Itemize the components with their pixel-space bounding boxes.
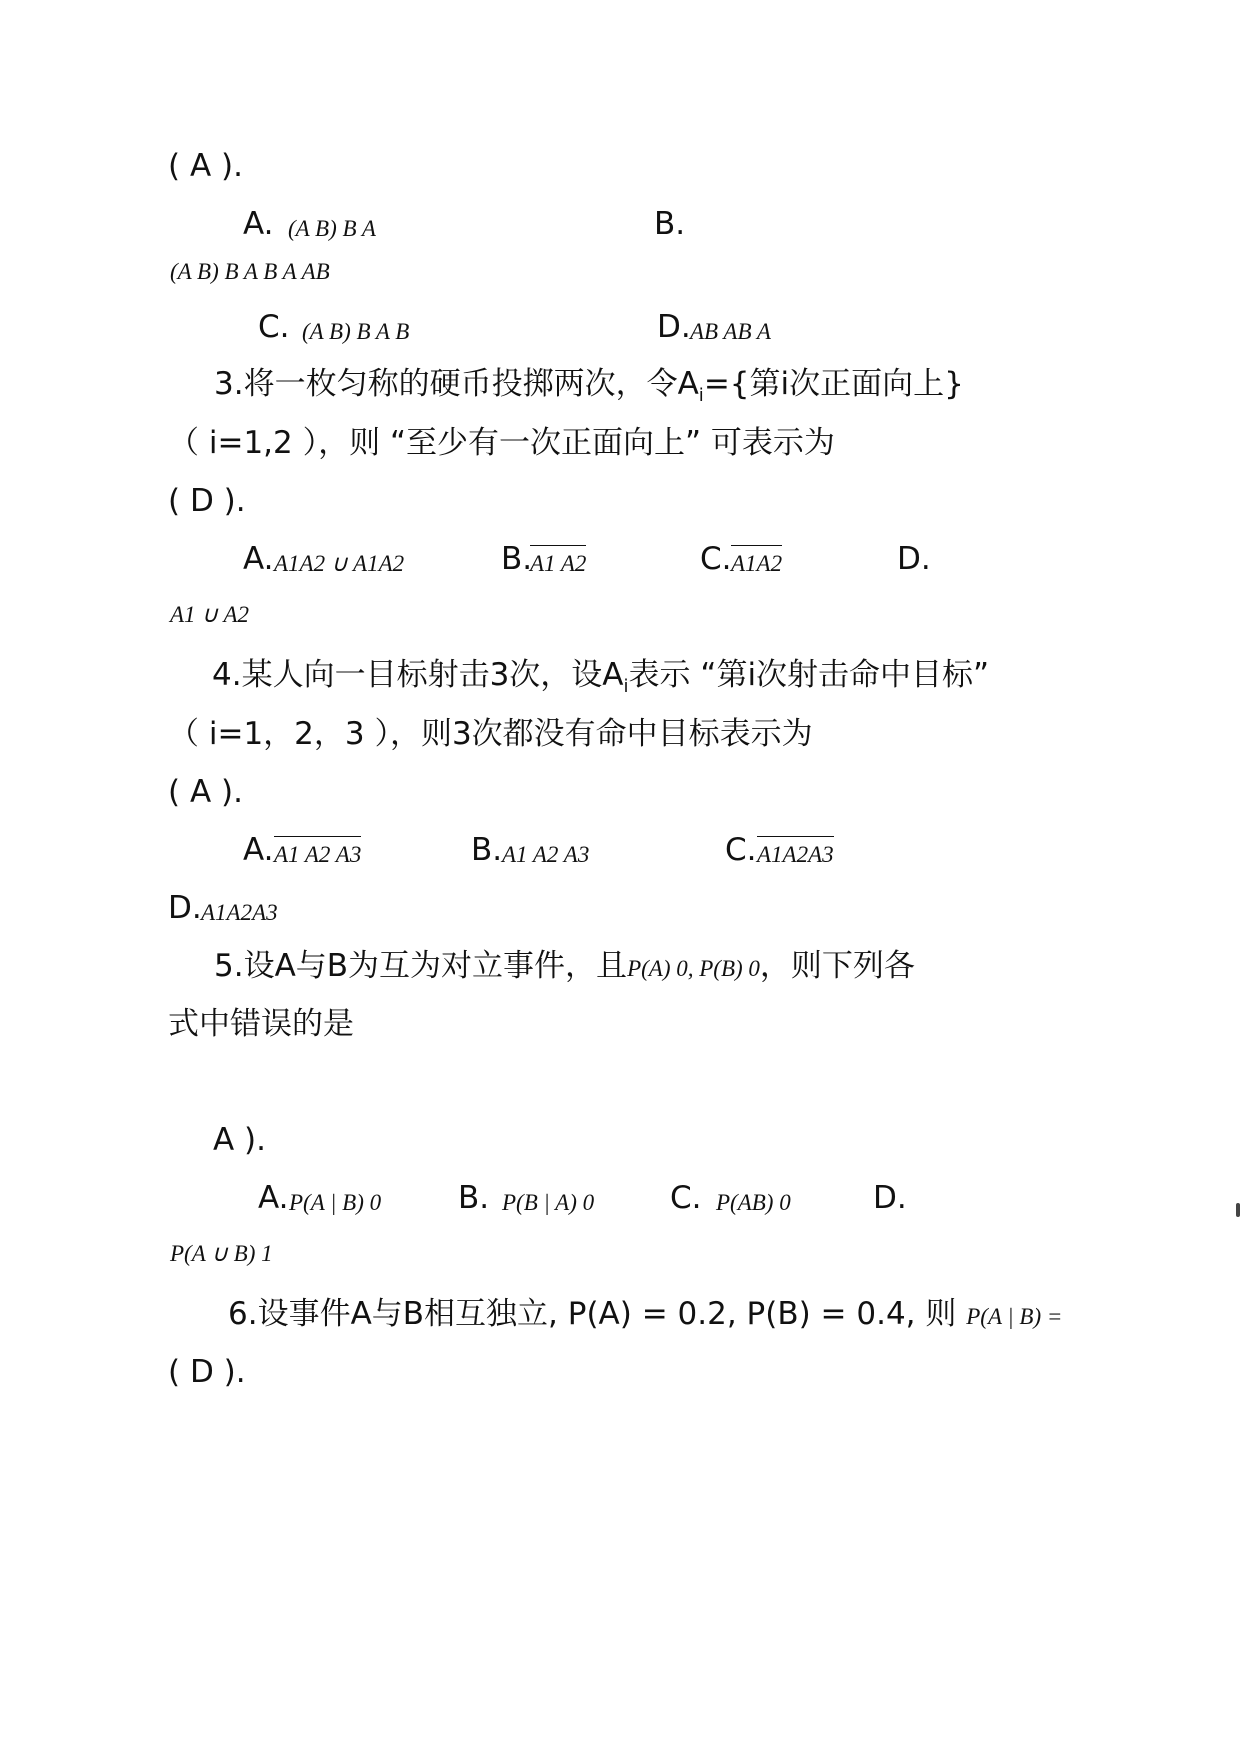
q2-option-d-formula: AB AB A: [690, 319, 771, 344]
q2-answer: ( A ).: [168, 148, 243, 184]
q3-option-d-label: D.: [897, 541, 931, 577]
q2-option-c-label: C.: [258, 309, 290, 345]
page-edge-mark: [1236, 1203, 1240, 1217]
q5-answer: A ).: [213, 1122, 267, 1158]
q3-option-a-label: A.: [243, 541, 274, 577]
q2-option-a-formula: (A B) B A: [288, 216, 376, 241]
q4-stem-line2: （ i=1，2，3 ），则3次都没有命中目标表示为: [168, 716, 813, 752]
q5-option-b-formula: P(B | A) 0: [502, 1190, 595, 1215]
q4-answer: ( A ).: [168, 774, 243, 810]
q4-subscript: i: [623, 676, 629, 698]
q4-option-b-formula: A1 A2 A3: [502, 842, 590, 867]
q5-condition-formula: P(A) 0, P(B) 0: [627, 956, 760, 981]
q5-stem-line1: 5.设A与B为互为对立事件，且P(A) 0, P(B) 0，则下列各: [214, 948, 915, 984]
q4-option-a-label: A.: [243, 832, 274, 868]
q3-option-b-formula: A1 A2: [530, 552, 586, 575]
q3-option-b-label: B.: [501, 541, 533, 577]
q2-option-b-formula: (A B) B A B A AB: [170, 259, 330, 284]
q3-option-d-formula: A1 ∪ A2: [170, 602, 250, 627]
q3-stem-line2: （ i=1,2 ），则 “至少有一次正面向上” 可表示为: [168, 425, 835, 461]
q6-answer: ( D ).: [168, 1354, 246, 1390]
q3-option-c-label: C.: [700, 541, 732, 577]
q3-subscript: i: [698, 385, 704, 407]
q5-option-d-label: D.: [873, 1180, 907, 1216]
q6-stem-line1: 6.设事件A与B相互独立, P(A) = 0.2, P(B) = 0.4, 则 P(A | B) =: [228, 1296, 1063, 1332]
q4-option-d-formula: A1A2A3: [201, 900, 278, 925]
q4-option-c-label: C.: [725, 832, 757, 868]
q2-option-b-label: B.: [654, 206, 686, 242]
q5-option-a-formula: P(A | B) 0: [289, 1190, 382, 1215]
q5-option-a-label: A.: [258, 1180, 289, 1216]
q2-option-a-label: A.: [243, 206, 274, 242]
q6-target-formula: P(A | B) =: [966, 1304, 1063, 1329]
q3-answer: ( D ).: [168, 483, 246, 519]
q4-option-a-formula: A1 A2 A3: [274, 843, 361, 866]
q5-option-d-formula: P(A ∪ B) 1: [170, 1241, 273, 1266]
q5-option-b-label: B.: [458, 1180, 490, 1216]
q4-option-c-formula: A1A2A3: [757, 843, 834, 866]
q3-option-a-formula: A1A2 ∪ A1A2: [274, 551, 405, 576]
q4-option-d-label: D.: [168, 890, 202, 926]
q3-option-c-formula: A1A2: [731, 552, 782, 575]
q2-option-d-label: D.: [657, 309, 691, 345]
q5-option-c-label: C.: [670, 1180, 702, 1216]
q4-option-b-label: B.: [471, 832, 503, 868]
q3-stem-line1: 3.将一枚匀称的硬币投掷两次，令$A_i=${第i次正面向上}: [214, 366, 964, 407]
q4-stem-line1: 4.某人向一目标射击3次，设$A_i$表示 “第i次射击命中目标”: [212, 657, 990, 698]
q5-stem-line2: 式中错误的是: [168, 1006, 354, 1042]
q5-option-c-formula: P(AB) 0: [716, 1190, 791, 1215]
q2-option-c-formula: (A B) B A B: [302, 319, 410, 344]
